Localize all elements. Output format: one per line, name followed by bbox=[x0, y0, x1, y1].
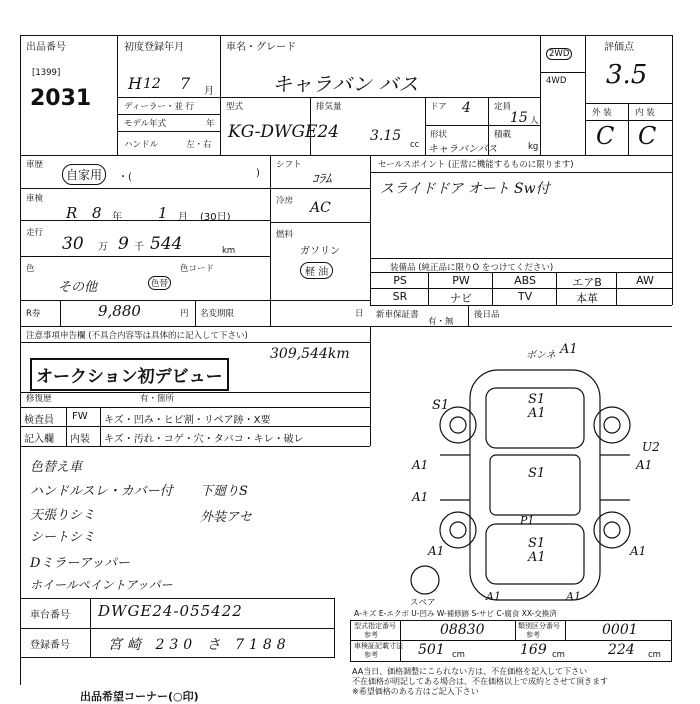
recycle-unit: 円 bbox=[180, 309, 189, 319]
form-a-sub: 参考 bbox=[364, 631, 378, 639]
mark-front-top: A1 bbox=[560, 342, 578, 357]
capacity-label: 定員 bbox=[494, 102, 512, 112]
mileage-man-unit: 万 bbox=[98, 242, 108, 253]
dealer-label: ディーラー・並 行 bbox=[124, 102, 195, 112]
fuel-light-oil: 軽 油 bbox=[300, 262, 333, 279]
inspector-label2: 記入欄 bbox=[24, 434, 54, 445]
fuel-gasoline: ガソリン bbox=[300, 246, 340, 257]
footer-line1: AA当日、価格調整にこられない方は、不在価格を記入して下さい bbox=[352, 667, 588, 676]
mark-center: S1 bbox=[528, 466, 546, 481]
recycle-value: 9,880 bbox=[98, 302, 141, 320]
shift-label: シフト bbox=[276, 160, 302, 170]
notes-stamp: オークション初デビュー bbox=[30, 358, 229, 391]
shape-value: キャラバンバス bbox=[428, 144, 498, 155]
history-value: 自家用 bbox=[62, 164, 106, 185]
first-reg-month: 7 bbox=[180, 74, 191, 93]
history-paren-open: ・( bbox=[118, 172, 132, 183]
mark-right-rear: A1 bbox=[630, 544, 647, 558]
repair-value: 有・箇所 bbox=[140, 394, 175, 404]
load-unit: kg bbox=[528, 142, 539, 152]
form-a-value: 08830 bbox=[440, 622, 485, 638]
dim-height-unit: cm bbox=[648, 650, 661, 660]
repair-label: 修復歴 bbox=[26, 394, 52, 404]
score-label: 評価点 bbox=[604, 42, 634, 53]
notes-mileage: 309,544km bbox=[270, 346, 350, 362]
mileage-man: 30 bbox=[62, 234, 84, 254]
notes-label: 注意事項申告欄 (不具合内容等は具体的に記入して下さい) bbox=[26, 331, 248, 341]
dim-width: 169 bbox=[520, 642, 547, 658]
inspector-row2: キズ・汚れ・コゲ・穴・タバコ・キレ・破レ bbox=[104, 434, 304, 445]
footer-line2: 不在価格が明記してある場合は、不在価格以上で成約とさせて頂きます bbox=[352, 677, 608, 686]
model-year-unit: 年 bbox=[206, 119, 215, 129]
car-name-label: 車名・グレード bbox=[226, 42, 296, 53]
mark-left-fender: S1 bbox=[432, 398, 450, 413]
lot-number: 2031 bbox=[30, 86, 92, 111]
warranty-values: 有・無 bbox=[428, 317, 454, 327]
remark-r2: 外装アセ bbox=[200, 510, 252, 525]
shift-value: ｺﾗﾑ bbox=[312, 172, 332, 187]
inspection-year-unit: 年 bbox=[112, 212, 122, 223]
ac-value: AC bbox=[310, 200, 331, 216]
mark-roof-front: S1 bbox=[528, 392, 546, 407]
color-value: その他 bbox=[58, 280, 98, 295]
history-paren-close: ) bbox=[256, 168, 260, 179]
mark-rear-left: A1 bbox=[486, 590, 501, 603]
mileage-sen: 9 bbox=[118, 234, 129, 254]
displacement-unit: cc bbox=[410, 140, 420, 150]
form-b-value: 0001 bbox=[602, 622, 638, 638]
equip-ps: PS bbox=[393, 274, 407, 287]
warranty-label: 新車保証書 bbox=[376, 310, 419, 320]
drive-4wd: 4WD bbox=[546, 76, 567, 86]
color-code-label: 色コード bbox=[180, 264, 215, 274]
dim-length: 501 bbox=[418, 642, 445, 658]
mark-rear-mid: A1 bbox=[528, 550, 546, 565]
equipment-label: 装備品 (純正品に限りO をつけてください) bbox=[390, 263, 554, 273]
model-label: 型式 bbox=[226, 102, 244, 112]
drive-2wd: 2WD bbox=[546, 48, 572, 60]
interior-value: C bbox=[638, 122, 657, 150]
inspection-day: (30日) bbox=[200, 212, 231, 223]
remark-3: 天張りシミ bbox=[30, 508, 96, 523]
equip-pw: PW bbox=[452, 274, 470, 287]
displacement-value: 3.15 bbox=[370, 128, 402, 144]
mileage-label: 走行 bbox=[26, 228, 44, 238]
equip-navi: ナビ bbox=[450, 292, 472, 305]
warranty-rear: 後日品 bbox=[474, 310, 500, 320]
mark-right-u2: U2 bbox=[642, 440, 660, 454]
ac-label: 冷房 bbox=[276, 196, 294, 206]
model-value: KG-DWGE24 bbox=[228, 122, 340, 142]
history-label: 車歴 bbox=[26, 160, 44, 170]
fuel-label: 燃料 bbox=[276, 230, 294, 240]
recycle-label: R券 bbox=[26, 309, 41, 319]
remark-1: 色替え車 bbox=[30, 460, 83, 475]
lot-small: [1399] bbox=[32, 68, 61, 78]
exterior-label: 外 装 bbox=[592, 108, 612, 118]
dim-height: 224 bbox=[608, 642, 635, 658]
doors-label: ドア bbox=[430, 102, 447, 112]
remark-4: シートシミ bbox=[30, 530, 96, 545]
doors-value: 4 bbox=[462, 100, 471, 116]
remark-5: Dミラーアッパー bbox=[30, 556, 130, 571]
name-change-unit: 日 bbox=[355, 309, 364, 319]
model-year-label: モデル年式 bbox=[124, 119, 167, 129]
mark-spare: スペア bbox=[410, 598, 436, 608]
mark-roof-front2: A1 bbox=[528, 406, 546, 421]
form-a-label: 型式指定番号 bbox=[354, 622, 396, 630]
inspection-month: 1 bbox=[158, 204, 168, 222]
shape-label: 形状 bbox=[430, 130, 448, 140]
sales-point-label: セールスポイント (正常に機能するものに限ります) bbox=[378, 160, 574, 170]
mark-front-label: ボンネ bbox=[526, 350, 556, 361]
mark-right-a1: A1 bbox=[636, 458, 653, 472]
inspection-label: 車検 bbox=[26, 194, 44, 204]
inspector-label1: 検査員 bbox=[24, 415, 54, 426]
equip-aw: AW bbox=[636, 274, 654, 287]
remark-2: ハンドルスレ・カバー付 bbox=[30, 484, 173, 499]
mark-left-rear: A1 bbox=[428, 544, 445, 558]
interior-label: 内 装 bbox=[635, 108, 655, 118]
form-c-label: 車検証記載寸法 bbox=[354, 642, 403, 650]
form-b-sub: 参考 bbox=[526, 631, 540, 639]
capacity-unit: 人 bbox=[530, 116, 539, 126]
color-label: 色 bbox=[26, 264, 35, 274]
car-name-value: キャラバン バス bbox=[272, 72, 419, 96]
mark-rear-pa: P1 bbox=[520, 514, 535, 527]
mileage-rest: 544 bbox=[150, 234, 183, 254]
handle-label: ハンドル bbox=[124, 140, 159, 150]
mileage-sen-unit: 千 bbox=[134, 242, 144, 253]
footer-bottom: 出品希望コーナー(○印) bbox=[80, 690, 199, 703]
remark-r1: 下廻りS bbox=[200, 484, 248, 499]
equip-sr: SR bbox=[392, 290, 408, 303]
exterior-value: C bbox=[596, 122, 615, 150]
inspection-year: 8 bbox=[92, 204, 102, 222]
capacity-value: 15 bbox=[510, 110, 528, 126]
inspector-fw: FW bbox=[72, 411, 88, 422]
dim-width-unit: cm bbox=[552, 650, 565, 660]
first-reg-label: 初度登録年月 bbox=[124, 42, 184, 53]
mark-left-door1: A1 bbox=[412, 458, 429, 472]
registration-label: 登録番号 bbox=[30, 640, 70, 651]
registration-value: 宮崎 230 さ 7188 bbox=[108, 637, 291, 653]
mark-left-door2: A1 bbox=[412, 490, 429, 504]
name-change-label: 名変期限 bbox=[200, 309, 235, 319]
first-reg-year: 12 bbox=[143, 76, 161, 92]
legend: A-キズ E-エクボ U-凹み W-補修跡 S-サビ C-腐食 XX-交換済 bbox=[354, 609, 557, 618]
load-label: 積載 bbox=[494, 130, 512, 140]
inspector-interior: 内装 bbox=[70, 434, 90, 445]
equip-tv: TV bbox=[517, 290, 533, 303]
equip-abs: ABS bbox=[514, 274, 536, 287]
handle-lr: 左・右 bbox=[186, 140, 212, 150]
mark-rear-right: A1 bbox=[566, 590, 581, 603]
mileage-unit: km bbox=[222, 246, 236, 256]
form-c-sub: 参考 bbox=[364, 651, 378, 659]
displacement-label: 排気量 bbox=[316, 102, 342, 112]
first-reg-unit: 月 bbox=[204, 86, 214, 97]
equip-leather: 本革 bbox=[576, 292, 598, 305]
lot-label: 出品番号 bbox=[26, 42, 66, 53]
equip-airbag: エアB bbox=[572, 276, 602, 289]
mark-rear-top: S1 bbox=[528, 536, 546, 551]
first-reg-era: H bbox=[128, 74, 142, 93]
dim-length-unit: cm bbox=[452, 650, 465, 660]
form-b-label: 類別区分番号 bbox=[518, 622, 560, 630]
footer-line3: ※希望価格のある方はご記入下さい bbox=[352, 687, 479, 696]
remark-6: ホイールペイントアッパー bbox=[30, 578, 173, 592]
inspection-month-unit: 月 bbox=[178, 212, 188, 223]
chassis-value: DWGE24-055422 bbox=[98, 602, 243, 620]
inspection-era: R bbox=[66, 204, 78, 222]
color-change: 色替 bbox=[148, 276, 171, 290]
inspector-row1: キズ・凹み・ヒビ割・リペア跡・X要 bbox=[104, 415, 271, 426]
sales-point-value: スライドドア オート Sw付 bbox=[380, 181, 550, 197]
chassis-label: 車台番号 bbox=[30, 610, 70, 621]
score-value: 3.5 bbox=[606, 60, 648, 90]
